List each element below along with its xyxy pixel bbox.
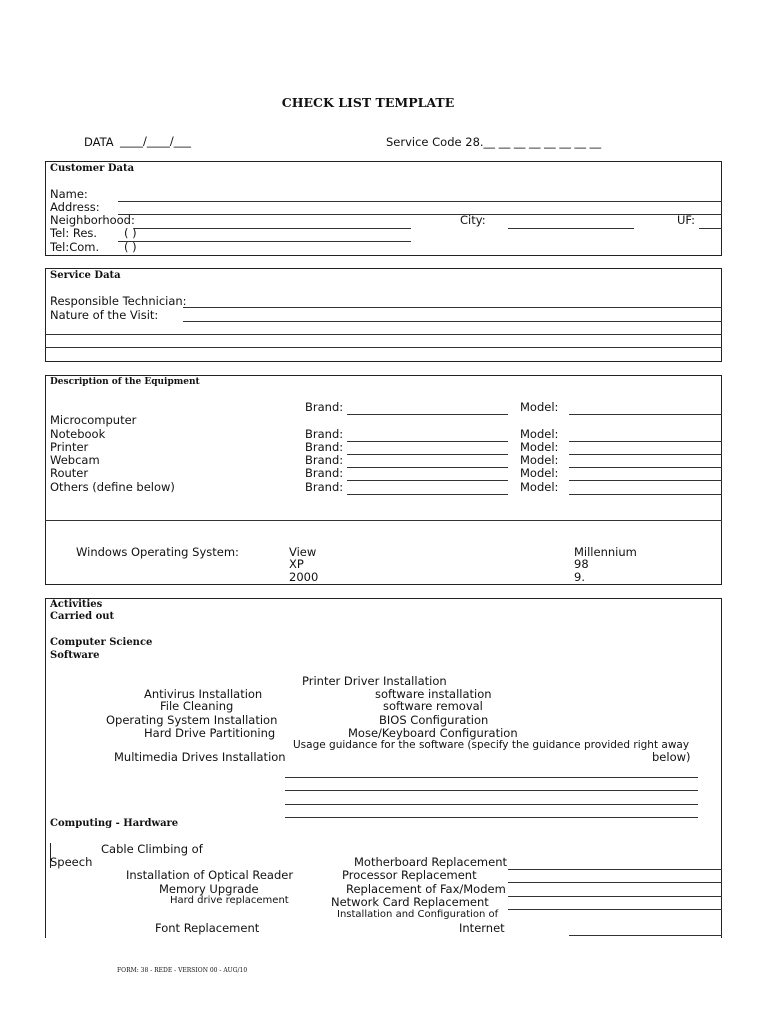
equipment-item: Others (define below) <box>50 480 175 494</box>
tel-com-area-code: ( ) <box>124 240 137 254</box>
equipment-item: Router <box>50 466 89 480</box>
file-cleaning-option[interactable]: File Cleaning <box>160 699 234 713</box>
motherboard-option[interactable]: Motherboard Replacement <box>354 855 507 869</box>
address-field[interactable] <box>118 214 722 215</box>
tel-res-field[interactable] <box>118 241 411 242</box>
model-label: Model: <box>520 480 559 494</box>
os-installation-option[interactable]: Operating System Installation <box>106 713 278 727</box>
optical-reader-option[interactable]: Installation of Optical Reader <box>126 868 294 882</box>
uf-label: UF: <box>677 213 696 227</box>
nature-field-line[interactable] <box>45 347 722 348</box>
internet-config-option[interactable]: Installation and Configuration of <box>337 909 499 920</box>
uf-field[interactable] <box>699 228 722 229</box>
brand-field[interactable] <box>347 414 508 415</box>
internet-config-option-line2[interactable]: Internet <box>459 921 505 935</box>
activities-heading-line2: Carried out <box>50 611 115 622</box>
nature-label: Nature of the Visit: <box>50 308 159 322</box>
equipment-heading: Description of the Equipment <box>50 377 200 387</box>
brand-label: Brand: <box>305 440 344 454</box>
address-label: Address: <box>50 200 100 214</box>
brand-label: Brand: <box>305 480 344 494</box>
tel-com-label: Tel:Com. <box>50 240 100 254</box>
model-field[interactable] <box>569 441 722 442</box>
model-field[interactable] <box>569 454 722 455</box>
hardware-heading: Computing - Hardware <box>50 818 179 829</box>
software-removal-option[interactable]: software removal <box>383 699 483 713</box>
network-card-option[interactable]: Network Card Replacement <box>331 895 489 909</box>
font-replacement-option[interactable]: Font Replacement <box>155 921 260 935</box>
model-label: Model: <box>520 427 559 441</box>
processor-field[interactable] <box>508 882 722 883</box>
customer-data-heading: Customer Data <box>50 163 135 174</box>
service-data-heading: Service Data <box>50 270 121 281</box>
os-label: Windows Operating System: <box>76 545 239 559</box>
brand-label: Brand: <box>305 453 344 467</box>
guidance-field-line[interactable] <box>285 817 698 818</box>
usage-guidance-continued: below) <box>652 750 691 764</box>
brand-field[interactable] <box>347 494 508 495</box>
service-code-field[interactable]: Service Code 28.__ __ __ __ __ __ __ __ <box>386 135 602 149</box>
os-option-9[interactable]: 9. <box>574 570 585 584</box>
os-option-millennium[interactable]: Millennium <box>574 545 637 559</box>
brand-field[interactable] <box>347 467 508 468</box>
usage-guidance-option[interactable]: Usage guidance for the software (specify the guidance provided right away <box>293 739 690 751</box>
equipment-item: Notebook <box>50 427 106 441</box>
mouse-keyboard-option[interactable]: Mose/Keyboard Configuration <box>348 726 518 740</box>
nature-field[interactable] <box>183 321 722 322</box>
hard-drive-option[interactable]: Hard drive replacement <box>170 895 289 906</box>
brand-field[interactable] <box>347 454 508 455</box>
os-option-2000[interactable]: 2000 <box>289 570 319 584</box>
neighborhood-field[interactable] <box>134 228 411 229</box>
city-field[interactable] <box>508 228 634 229</box>
software-installation-option[interactable]: software installation <box>375 687 492 701</box>
guidance-field-line[interactable] <box>285 790 698 791</box>
processor-option[interactable]: Processor Replacement <box>342 868 477 882</box>
brand-label: Brand: <box>305 427 344 441</box>
model-field[interactable] <box>569 494 722 495</box>
model-field[interactable] <box>569 480 722 481</box>
printer-driver-option[interactable]: Printer Driver Installation <box>302 674 447 688</box>
brand-label: Brand: <box>305 466 344 480</box>
fax-modem-field[interactable] <box>508 896 722 897</box>
motherboard-field[interactable] <box>508 869 722 870</box>
neighborhood-label: Neighborhood: <box>50 213 135 227</box>
guidance-field-line[interactable] <box>285 777 698 778</box>
model-field[interactable] <box>569 414 722 415</box>
technician-label: Responsible Technician: <box>50 294 187 308</box>
brand-label: Brand: <box>305 400 344 414</box>
nature-field-line[interactable] <box>45 334 722 335</box>
form-footer: FORM: 38 - REDE - VERSION 00 - AUG/10 <box>117 967 248 974</box>
cable-climbing-option[interactable]: Cable Climbing of <box>101 842 203 856</box>
multimedia-drives-option[interactable]: Multimedia Drives Installation <box>114 750 286 764</box>
activities-heading: Activities <box>50 599 103 610</box>
equipment-divider <box>45 520 722 521</box>
bios-configuration-option[interactable]: BIOS Configuration <box>379 713 489 727</box>
tel-res-label: Tel: Res. <box>50 226 98 240</box>
fax-modem-option[interactable]: Replacement of Fax/Modem <box>346 882 506 896</box>
software-heading-line2: Software <box>50 650 100 661</box>
page-title: CHECK LIST TEMPLATE <box>281 95 455 110</box>
network-card-field[interactable] <box>508 909 722 910</box>
date-label: DATA <box>84 135 114 149</box>
os-option-view[interactable]: View <box>289 545 317 559</box>
os-option-98[interactable]: 98 <box>574 557 589 571</box>
model-field[interactable] <box>569 467 722 468</box>
equipment-item: Printer <box>50 440 89 454</box>
model-label: Model: <box>520 400 559 414</box>
equipment-item: Microcomputer <box>50 413 137 427</box>
brand-field[interactable] <box>347 480 508 481</box>
tel-res-area-code: ( ) <box>124 226 137 240</box>
os-option-xp[interactable]: XP <box>289 557 304 571</box>
technician-field[interactable] <box>183 307 722 308</box>
name-label: Name: <box>50 187 88 201</box>
cable-climbing-option-line2[interactable]: Speech <box>50 855 93 869</box>
model-label: Model: <box>520 453 559 467</box>
date-field[interactable]: ____/____/___ <box>120 134 191 148</box>
model-label: Model: <box>520 466 559 480</box>
memory-upgrade-option[interactable]: Memory Upgrade <box>159 882 259 896</box>
model-label: Model: <box>520 440 559 454</box>
equipment-item: Webcam <box>50 453 100 467</box>
brand-field[interactable] <box>347 441 508 442</box>
name-field[interactable] <box>118 201 722 202</box>
software-heading: Computer Science <box>50 637 153 648</box>
internet-field[interactable] <box>569 935 722 936</box>
guidance-field-line[interactable] <box>285 804 698 805</box>
city-label: City: <box>460 213 486 227</box>
partitioning-option[interactable]: Hard Drive Partitioning <box>144 726 276 740</box>
antivirus-option[interactable]: Antivirus Installation <box>144 687 263 701</box>
